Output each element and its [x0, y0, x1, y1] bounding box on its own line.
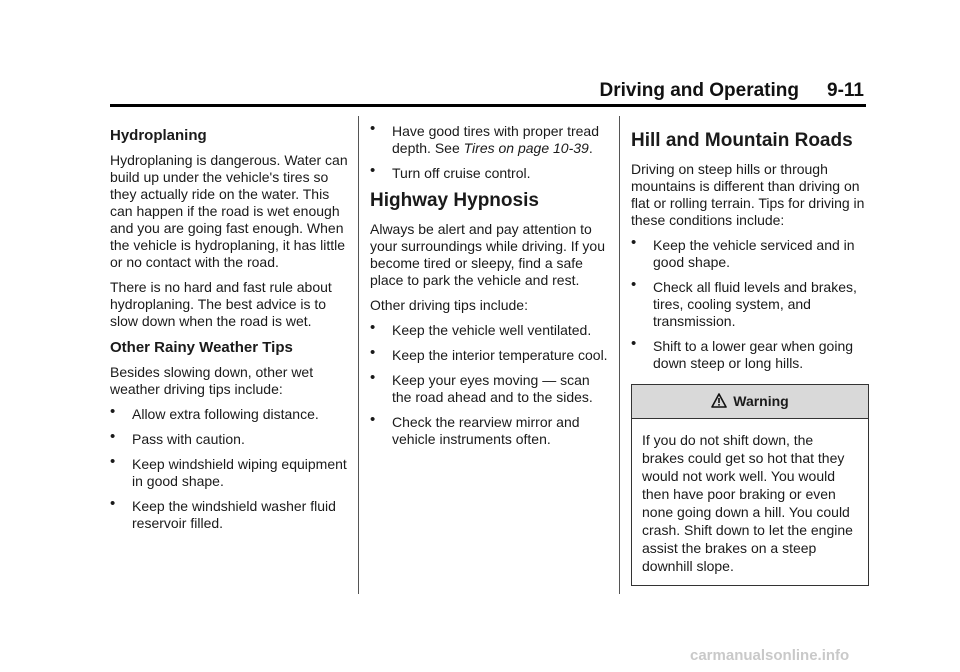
header-rule: [110, 104, 866, 107]
bullet-icon: •: [631, 276, 637, 293]
heading-hill-mountain: Hill and Mountain Roads: [631, 130, 853, 151]
column-3: [631, 124, 869, 586]
list-item: • Keep the vehicle serviced and in good shape.: [631, 234, 855, 270]
paragraph: Other driving tips include:: [370, 297, 528, 313]
bullet-icon: •: [110, 453, 116, 470]
bullet-icon: •: [110, 495, 116, 512]
bullet-icon: •: [370, 120, 376, 137]
bullet-icon: •: [631, 234, 637, 251]
warning-title: Warning: [733, 393, 789, 409]
list-item: • Check all fluid levels and brakes, tires, cooling system, and transmission.: [631, 276, 857, 329]
bullet-icon: •: [370, 162, 376, 179]
bullet-icon: •: [370, 319, 376, 336]
heading-hydroplaning: Hydroplaning: [110, 127, 207, 144]
list-item: • Keep the interior temperature cool.: [370, 344, 608, 363]
list-item: • Pass with caution.: [110, 428, 245, 447]
list-item: • Shift to a lower gear when going down steep or long hills.: [631, 335, 854, 371]
heading-rainy-tips: Other Rainy Weather Tips: [110, 339, 293, 356]
list-item: • Keep your eyes moving — scan the road ahead and to the sides.: [370, 369, 593, 405]
bullet-list: [110, 403, 350, 532]
list-item: • Allow extra following distance.: [110, 403, 319, 422]
warning-body: If you do not shift down, the brakes could get so hot that they would not work well. You would then have poor braking or even none going down a hill. You could crash. Shift down to let the engine assist the brakes on a steep downhill slope.: [642, 432, 853, 574]
paragraph: Driving on steep hills or through mountains is different than driving on flat or rolling terrain. Tips for driving in these conditions include:: [631, 161, 865, 228]
list-item: • Keep the vehicle well ventilated.: [370, 319, 592, 338]
list-item: • Have good tires with proper tread depth. See Tires on page 10-39.: [370, 120, 599, 156]
bullet-icon: •: [110, 428, 116, 445]
warning-box: [631, 384, 869, 586]
column-divider: [619, 116, 620, 594]
paragraph: There is no hard and fast rule about hydroplaning. The best advice is to slow down when the road is wet.: [110, 279, 332, 329]
warning-header: [632, 385, 868, 419]
list-item: • Turn off cruise control.: [370, 162, 531, 181]
cross-reference-link[interactable]: Tires on page 10-39: [463, 140, 589, 156]
bullet-icon: •: [370, 369, 376, 386]
bullet-list: [370, 319, 610, 448]
list-item: • Check the rearview mirror and vehicle instruments often.: [370, 411, 580, 447]
bullet-icon: •: [370, 344, 376, 361]
bullet-icon: •: [631, 335, 637, 352]
bullet-list: [370, 120, 610, 182]
page-header: [0, 80, 864, 102]
column-2: [370, 120, 610, 456]
bullet-icon: •: [370, 411, 376, 428]
watermark: carmanualsonline.info: [690, 647, 850, 664]
column-divider: [358, 116, 359, 594]
paragraph: Hydroplaning is dangerous. Water can build up under the vehicle's tires so they actually ride on the water. This can happen if the road is wet enough and you are going fast enough. When the vehicle is hydroplaning, it has little or no contact with the road.: [110, 152, 348, 270]
paragraph: Besides slowing down, other wet weather driving tips include:: [110, 364, 314, 397]
heading-highway-hypnosis: Highway Hypnosis: [370, 190, 539, 211]
paragraph: Always be alert and pay attention to your surroundings while driving. If you become tired or sleepy, find a safe place to park the vehicle and rest.: [370, 221, 606, 288]
bullet-icon: •: [110, 403, 116, 420]
warning-triangle-icon: [711, 393, 727, 408]
section-title: Driving and Operating: [599, 80, 800, 101]
list-item: • Keep the windshield washer fluid reservoir filled.: [110, 495, 336, 531]
page-number: 9-11: [827, 80, 864, 101]
bullet-list: [631, 234, 869, 372]
list-item: • Keep windshield wiping equipment in good shape.: [110, 453, 347, 489]
column-1: [110, 118, 350, 540]
